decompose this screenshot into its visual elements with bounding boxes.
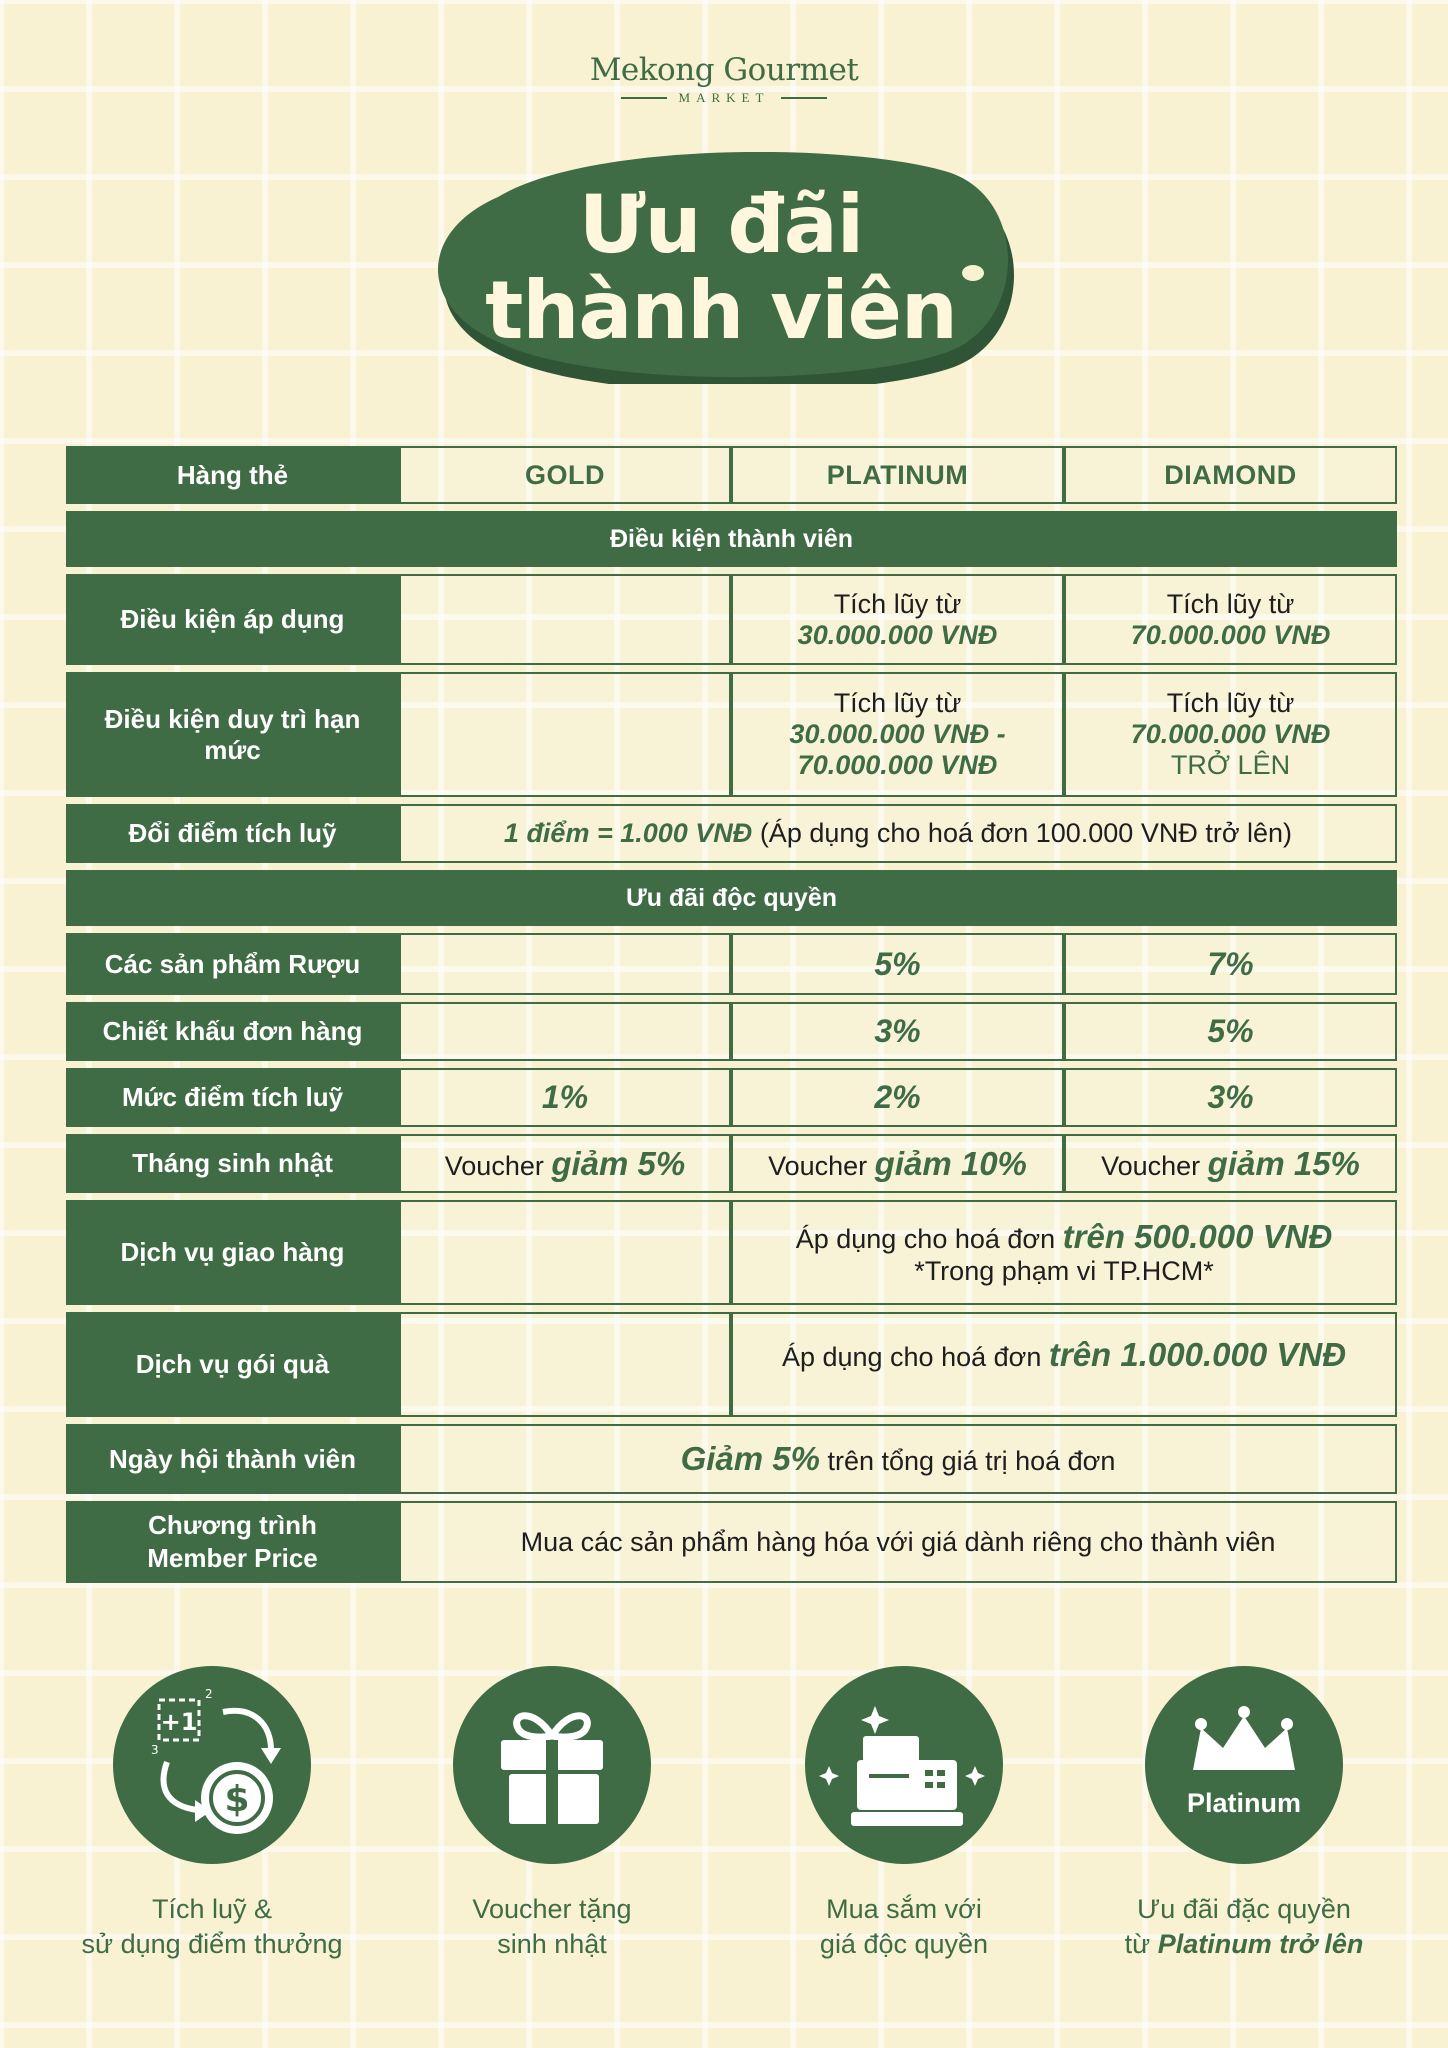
caption-line: Ưu đãi đặc quyền xyxy=(1137,1894,1351,1924)
title-line-1: Ưu đãi xyxy=(578,178,864,271)
platinum-badge-text: Platinum xyxy=(1186,1788,1301,1818)
caption-line: Tích luỹ & xyxy=(151,1894,273,1924)
table-row xyxy=(66,1501,1397,1583)
row-label: Ngày hội thành viên xyxy=(66,1424,399,1494)
caption-line: sinh nhật xyxy=(497,1929,607,1959)
gift-icon xyxy=(453,1666,651,1864)
feature-birthday-voucher xyxy=(402,1666,702,1962)
memberday-highlight: Giảm 5% xyxy=(680,1440,820,1477)
row-label: Mức điểm tích luỹ xyxy=(66,1068,399,1127)
label-line: Chương trình xyxy=(148,1510,317,1540)
redeem-note: (Áp dụng cho hoá đơn 100.000 VNĐ trở lên) xyxy=(752,818,1293,848)
cell-line: Tích lũy từ xyxy=(1166,688,1295,718)
points-gold: 1% xyxy=(399,1068,731,1127)
tier-diamond: DIAMOND xyxy=(1064,446,1397,504)
cell-line: TRỞ LÊN xyxy=(1170,750,1291,780)
voucher-value: giảm 10% xyxy=(874,1144,1027,1182)
memberprice-cell: Mua các sản phẩm hàng hóa với giá dành riêng cho thành viên xyxy=(399,1501,1397,1583)
crown-icon xyxy=(1145,1666,1343,1864)
points-diamond: 3% xyxy=(1064,1068,1397,1127)
logo-rule-right xyxy=(781,97,827,99)
cell-line: 70.000.000 VNĐ xyxy=(1130,619,1331,650)
label-line: Member Price xyxy=(147,1543,318,1573)
feature-caption xyxy=(1094,1892,1394,1962)
giftwrap-cell xyxy=(731,1312,1397,1417)
voucher-prefix: Voucher xyxy=(1101,1150,1208,1181)
discount-diamond: 5% xyxy=(1064,1002,1397,1061)
wine-diamond: 7% xyxy=(1064,933,1397,995)
caption-line xyxy=(1094,1927,1394,1962)
section-exclusive: Ưu đãi độc quyền xyxy=(66,870,1397,926)
table-row xyxy=(66,1312,1397,1417)
voucher-value: giảm 15% xyxy=(1207,1144,1360,1182)
table-row xyxy=(66,933,1397,995)
cell-line: Tích lũy từ xyxy=(833,688,962,718)
table-row xyxy=(66,672,1397,797)
tier-gold: GOLD xyxy=(399,446,731,504)
brand-sub: MARKET xyxy=(678,90,770,105)
title-line-2: thành viên xyxy=(485,264,957,357)
delivery-prefix: Áp dụng cho hoá đơn xyxy=(795,1224,1063,1254)
table-row xyxy=(66,446,1397,504)
brand-name: Mekong Gourmet xyxy=(589,52,859,88)
cell-line: 30.000.000 VNĐ xyxy=(797,619,998,650)
delivery-cell xyxy=(731,1200,1397,1305)
caption-line: Mua sắm với xyxy=(826,1894,982,1924)
table-row xyxy=(66,1200,1397,1305)
cell-line: 70.000.000 VNĐ xyxy=(1130,719,1331,749)
cell-line: 30.000.000 VNĐ - xyxy=(789,719,1006,749)
empty-cell xyxy=(399,1200,731,1305)
row-label: Các sản phẩm Rượu xyxy=(66,933,399,995)
giftwrap-prefix: Áp dụng cho hoá đơn xyxy=(781,1342,1049,1372)
row-label: Điều kiện áp dụng xyxy=(66,574,399,665)
caption-prefix: từ xyxy=(1124,1929,1158,1959)
table-row xyxy=(66,511,1397,567)
empty-cell xyxy=(399,574,731,665)
caption-highlight: Platinum trở lên xyxy=(1157,1929,1364,1959)
row-label: Tháng sinh nhật xyxy=(66,1134,399,1193)
feature-exclusive-price xyxy=(754,1666,1054,1962)
cell-line: Tích lũy từ xyxy=(1166,588,1295,619)
feature-caption xyxy=(62,1892,362,1962)
wine-platinum: 5% xyxy=(731,933,1064,995)
points-exchange-icon xyxy=(113,1666,311,1864)
caption-line: sử dụng điểm thưởng xyxy=(81,1929,343,1959)
table-row xyxy=(66,870,1397,926)
dollar-sign: $ xyxy=(224,1779,250,1820)
table-row xyxy=(66,804,1397,863)
feature-points xyxy=(62,1666,362,1962)
cell-line: 70.000.000 VNĐ xyxy=(797,750,998,780)
table-row xyxy=(66,1002,1397,1061)
giftwrap-amount: trên 1.000.000 VNĐ xyxy=(1048,1336,1347,1373)
table-row xyxy=(66,574,1397,665)
voucher-prefix: Voucher xyxy=(768,1150,875,1181)
maintain-platinum xyxy=(731,672,1064,797)
row-label: Dịch vụ giao hàng xyxy=(66,1200,399,1305)
voucher-prefix: Voucher xyxy=(444,1150,552,1181)
discount-platinum: 3% xyxy=(731,1002,1064,1061)
cell-line: Tích lũy từ xyxy=(833,588,962,619)
delivery-line xyxy=(739,1218,1389,1256)
row-label xyxy=(66,1501,399,1583)
caption-line: giá độc quyền xyxy=(819,1929,989,1959)
cash-register-icon xyxy=(805,1666,1003,1864)
empty-cell xyxy=(399,1002,731,1061)
redeem-cell xyxy=(399,804,1397,863)
birthday-gold xyxy=(399,1134,731,1193)
row-label: Chiết khấu đơn hàng xyxy=(66,1002,399,1061)
empty-cell xyxy=(399,933,731,995)
points-plus-text: +1 xyxy=(160,1708,198,1736)
table-row xyxy=(66,1424,1397,1494)
memberday-cell xyxy=(399,1424,1397,1494)
header-label: Hàng thẻ xyxy=(66,446,399,504)
row-label: Dịch vụ gói quà xyxy=(66,1312,399,1417)
title-badge xyxy=(428,152,1014,384)
section-conditions: Điều kiện thành viên xyxy=(66,511,1397,567)
page-title xyxy=(428,152,1014,384)
memberday-rest: trên tổng giá trị hoá đơn xyxy=(820,1446,1116,1476)
row-label: Điều kiện duy trì hạn mức xyxy=(66,672,399,797)
delivery-amount: trên 500.000 VNĐ xyxy=(1062,1218,1333,1255)
membership-table xyxy=(66,439,1397,1590)
caption-line: Voucher tặng xyxy=(472,1894,632,1924)
row-label: Đổi điểm tích luỹ xyxy=(66,804,399,863)
table-row xyxy=(66,1068,1397,1127)
logo-rule-left xyxy=(621,97,667,99)
brand-logo xyxy=(0,52,1448,106)
points-num-2: 2 xyxy=(205,1687,213,1701)
brand-sub-row xyxy=(0,90,1448,106)
maintain-diamond xyxy=(1064,672,1397,797)
voucher-value: giảm 5% xyxy=(551,1144,686,1182)
points-num-3: 3 xyxy=(151,1743,159,1757)
apply-platinum xyxy=(731,574,1064,665)
redeem-rate: 1 điểm = 1.000 VNĐ xyxy=(503,818,753,848)
birthday-platinum xyxy=(731,1134,1064,1193)
table-row xyxy=(66,1134,1397,1193)
birthday-diamond xyxy=(1064,1134,1397,1193)
delivery-note: *Trong phạm vi TP.HCM* xyxy=(914,1256,1214,1286)
apply-diamond xyxy=(1064,574,1397,665)
feature-caption xyxy=(754,1892,1054,1962)
feature-caption xyxy=(402,1892,702,1962)
empty-cell xyxy=(399,672,731,797)
tier-platinum: PLATINUM xyxy=(731,446,1064,504)
feature-platinum-privilege xyxy=(1094,1666,1394,1962)
empty-cell xyxy=(399,1312,731,1417)
points-platinum: 2% xyxy=(731,1068,1064,1127)
